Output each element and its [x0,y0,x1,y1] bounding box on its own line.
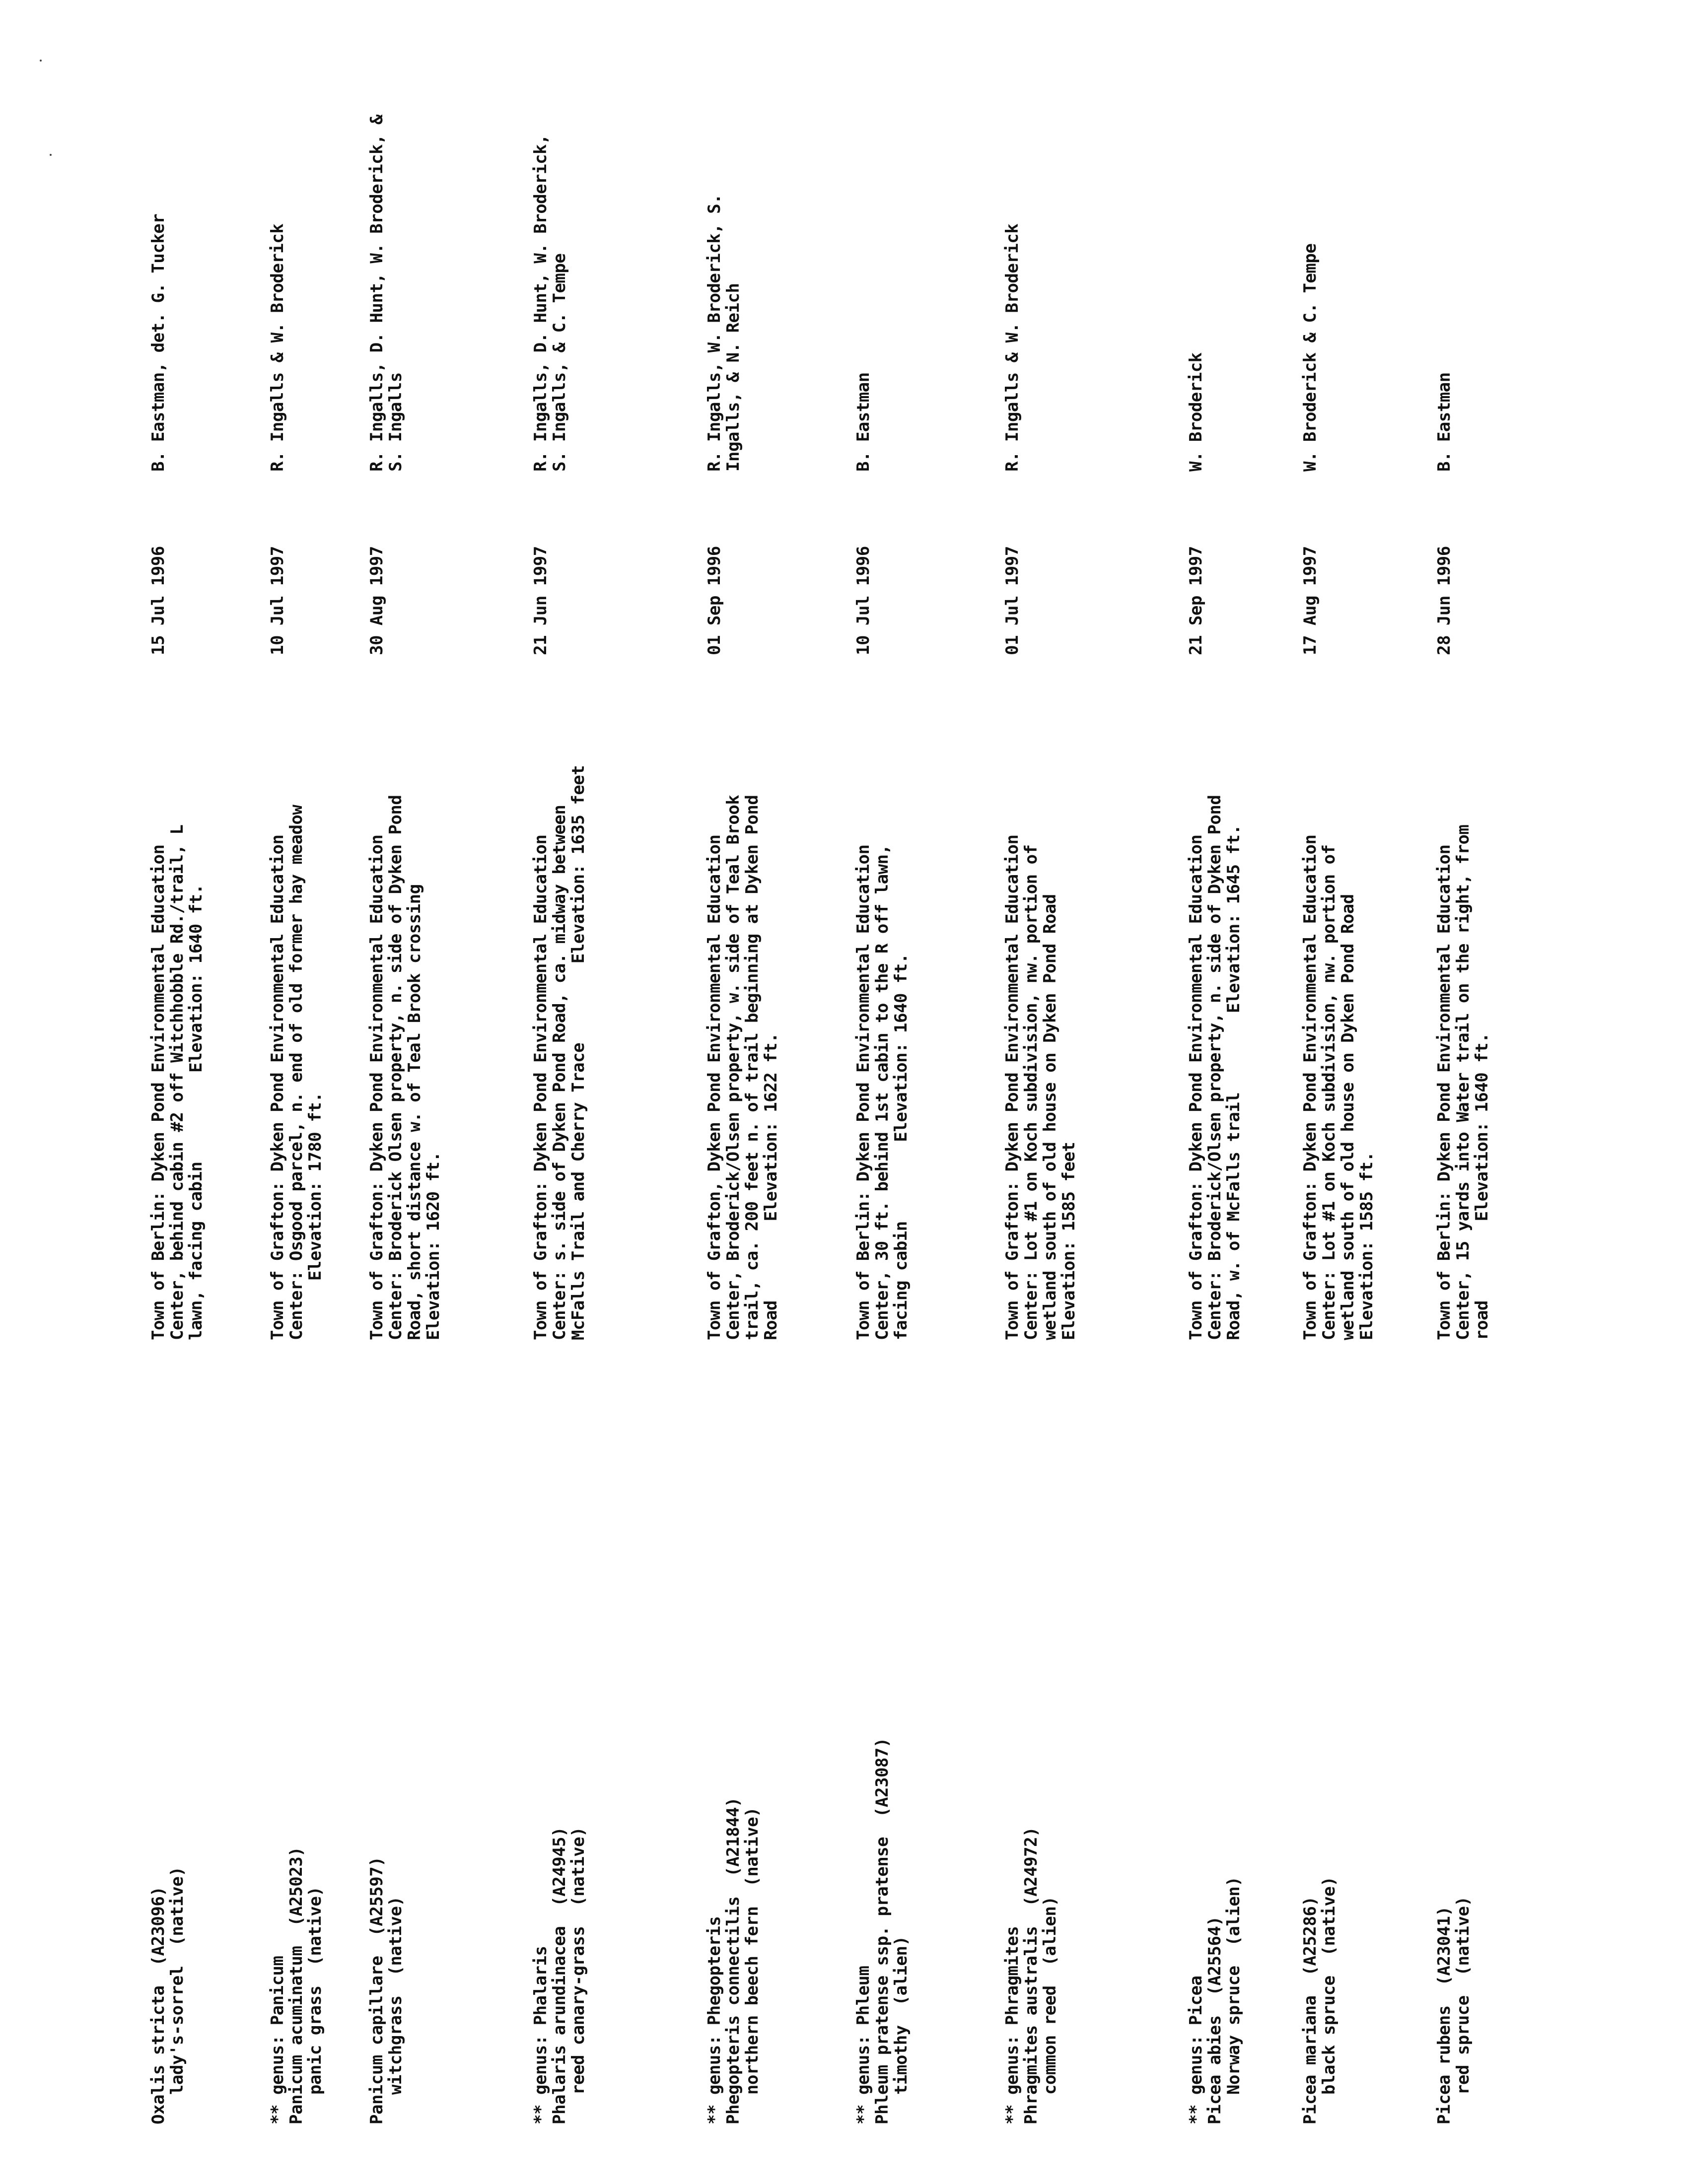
collector-line: Ingalls, & N. Reich [723,283,743,472]
collection-date: 30 Aug 1997 [367,546,387,655]
species-name: Phalaris arundinacea (A24945) [550,1827,569,2124]
common-name: reed canary-grass (native) [568,1827,588,2124]
collector-line: B. Eastman, det. G. Tucker [148,213,168,472]
collector-column [531,25,569,472]
location-column [1435,670,1491,1340]
location-line: Center: Osgood parcel, n. end of old former hay meadow [286,805,306,1340]
collector-line: R. Ingalls & W. Broderick [1002,223,1022,472]
location-line: Town of Grafton: Dyken Pond Environmental Education [531,834,551,1340]
collector-column [367,25,405,472]
collection-date: 21 Sep 1997 [1186,546,1206,655]
collection-date: 10 Jul 1996 [853,546,873,655]
taxon-column [854,1529,911,2124]
location-line: Elevation: 1585 ft. [1357,1152,1377,1340]
genus-heading: ** genus: Phalaris [531,1946,551,2124]
taxon-column [705,1529,762,2124]
scan-speck [50,154,52,156]
taxon-column [367,1529,405,2124]
location-line: Center: s. side of Dyken Pond Road, ca. midway between [550,805,569,1340]
location-line: Town of Grafton: Dyken Pond Environmental Education [1186,834,1206,1340]
location-line: Center: Broderick/Olsen property, n. side of Dyken Pond [1205,795,1225,1340]
location-line: Road, w. of McFalls trail Elevation: 1645 ft. [1224,824,1244,1340]
location-column [367,670,443,1340]
common-name: timothy (alien) [891,1936,911,2124]
location-line: facing cabin Elevation: 1640 ft. [891,954,911,1340]
common-name: northern beech fern (native) [742,1807,762,2124]
species-name: Oxalis stricta (A23096) [148,1886,168,2124]
common-name: red spruce (native) [1453,1896,1473,2124]
location-line: Center: Broderick Olsen property, n. side of Dyken Pond [386,795,406,1340]
collector-line: R. Ingalls & W. Broderick [268,223,287,472]
location-line: Road Elevation: 1622 ft. [761,1032,781,1340]
collector-column [1301,25,1320,472]
taxon-column [1187,1529,1243,2124]
location-line: Center, behind cabin #2 off Witchhobble Rd./trail, L [167,824,187,1340]
location-column [1301,670,1376,1340]
collection-date: 10 Jul 1997 [268,546,287,655]
location-line: trail, ca. 200 feet n. of trail beginning at Dyken Pond [742,795,762,1340]
common-name: witchgrass (native) [386,1896,406,2124]
location-line: wetland south of old house on Dyken Pond Road [1338,894,1358,1340]
collector-column [1003,25,1022,472]
collection-date: 01 Jul 1997 [1002,546,1022,655]
collection-date: 15 Jul 1996 [148,546,168,655]
genus-heading: ** genus: Phegopteris [704,1916,724,2124]
collector-column [268,25,287,472]
common-name: common reed (alien) [1040,1896,1060,2124]
collector-line: B. Eastman [853,372,873,472]
location-line: Town of Grafton: Dyken Pond Environmental Education [1300,834,1320,1340]
location-line: wetland south of old house on Dyken Pond Road [1040,894,1060,1340]
location-line: Center: Lot #1 on Koch subdivision, nw. portion of [1319,844,1339,1340]
location-line: Town of Grafton: Dyken Pond Environmental Education [1002,834,1022,1340]
common-name: black spruce (native) [1319,1876,1339,2124]
collector-column [149,25,168,472]
collector-line: B. Eastman [1434,372,1454,472]
location-line: Elevation: 1620 ft. [423,1152,443,1340]
collector-line: S. Ingalls [386,372,406,472]
species-name: Phegopteris connectilis (A21844) [723,1797,743,2124]
species-name: Picea mariana (A25286) [1300,1896,1320,2124]
location-line: Town of Grafton, Dyken Pond Environmental Education [704,834,724,1340]
collector-column [1187,25,1205,472]
location-line: Town of Grafton: Dyken Pond Environmental Education [367,834,387,1340]
genus-heading: ** genus: Phragmites [1002,1926,1022,2124]
location-line: Town of Berlin: Dyken Pond Environmental Education [853,844,873,1340]
location-line: Town of Berlin: Dyken Pond Environmental Education [1434,844,1454,1340]
location-line: Elevation: 1780 ft. [305,1092,325,1340]
location-column [854,670,911,1340]
species-name: Phragmites australis (A24972) [1021,1827,1041,2124]
collector-column [1435,25,1454,472]
taxon-column [268,1529,325,2124]
taxon-column [1435,1529,1473,2124]
location-line: lawn, facing cabin Elevation: 1640 ft. [186,884,206,1340]
collector-line: R. Ingalls, W. Broderick, S. [704,194,724,472]
species-name: Picea rubens (A23041) [1434,1906,1454,2124]
collector-line: R. Ingalls, D. Hunt, W. Broderick, [531,135,551,472]
common-name: panic grass (native) [305,1886,325,2124]
scan-speck [40,60,42,62]
genus-heading: ** genus: Picea [1186,1976,1206,2124]
location-column [705,670,780,1340]
collector-column [854,25,873,472]
collector-line: W. Broderick [1186,352,1206,472]
collection-date: 01 Sep 1996 [704,546,724,655]
common-name: lady's-sorrel (native) [167,1866,187,2124]
taxon-column [1301,1529,1338,2124]
location-column [268,670,325,1340]
location-line: Center, 30 ft. behind 1st cabin to the R off lawn, [872,844,892,1340]
location-column [1187,670,1243,1340]
species-name: Picea abies (A25564) [1205,1916,1225,2124]
location-line: Center, Broderick/Olsen property, w. side of Teal Brook [723,795,743,1340]
species-name: Panicum capillare (A25597) [367,1856,387,2124]
genus-heading: ** genus: Phleum [853,1966,873,2124]
taxon-column [149,1529,187,2124]
location-line: Elevation: 1585 feet [1059,1142,1079,1340]
collector-column [705,25,743,472]
location-line: Center, 15 yards into Water trail on the right, from [1453,824,1473,1340]
location-line: Road, short distance w. of Teal Brook crossing [405,884,424,1340]
collection-date: 21 Jun 1997 [531,546,551,655]
location-column [1003,670,1078,1340]
genus-heading: ** genus: Panicum [268,1956,287,2124]
collection-date: 28 Jun 1996 [1434,546,1454,655]
location-line: Center: Lot #1 on Koch subdivision, nw. portion of [1021,844,1041,1340]
collector-line: W. Broderick & C. Tempe [1300,243,1320,472]
collector-line: S. Ingalls, & C. Tempe [550,253,569,472]
species-name: Panicum acuminatum (A25023) [286,1846,306,2124]
common-name: Norway spruce (alien) [1224,1876,1244,2124]
taxon-column [1003,1529,1059,2124]
location-column [149,670,206,1340]
location-column [531,670,588,1340]
species-name: Phleum pratense ssp. pratense (A23087) [872,1738,892,2124]
location-line: Town of Berlin: Dyken Pond Environmental Education [148,844,168,1340]
location-line: Town of Grafton: Dyken Pond Environmental Education [268,834,287,1340]
taxon-column [531,1529,588,2124]
collector-line: R. Ingalls, D. Hunt, W. Broderick, & [367,115,387,472]
collection-date: 17 Aug 1997 [1300,546,1320,655]
location-line: road Elevation: 1640 ft. [1472,1032,1492,1340]
location-line: McFalls Trail and Cherry Trace Elevation: 1635 feet [568,765,588,1340]
